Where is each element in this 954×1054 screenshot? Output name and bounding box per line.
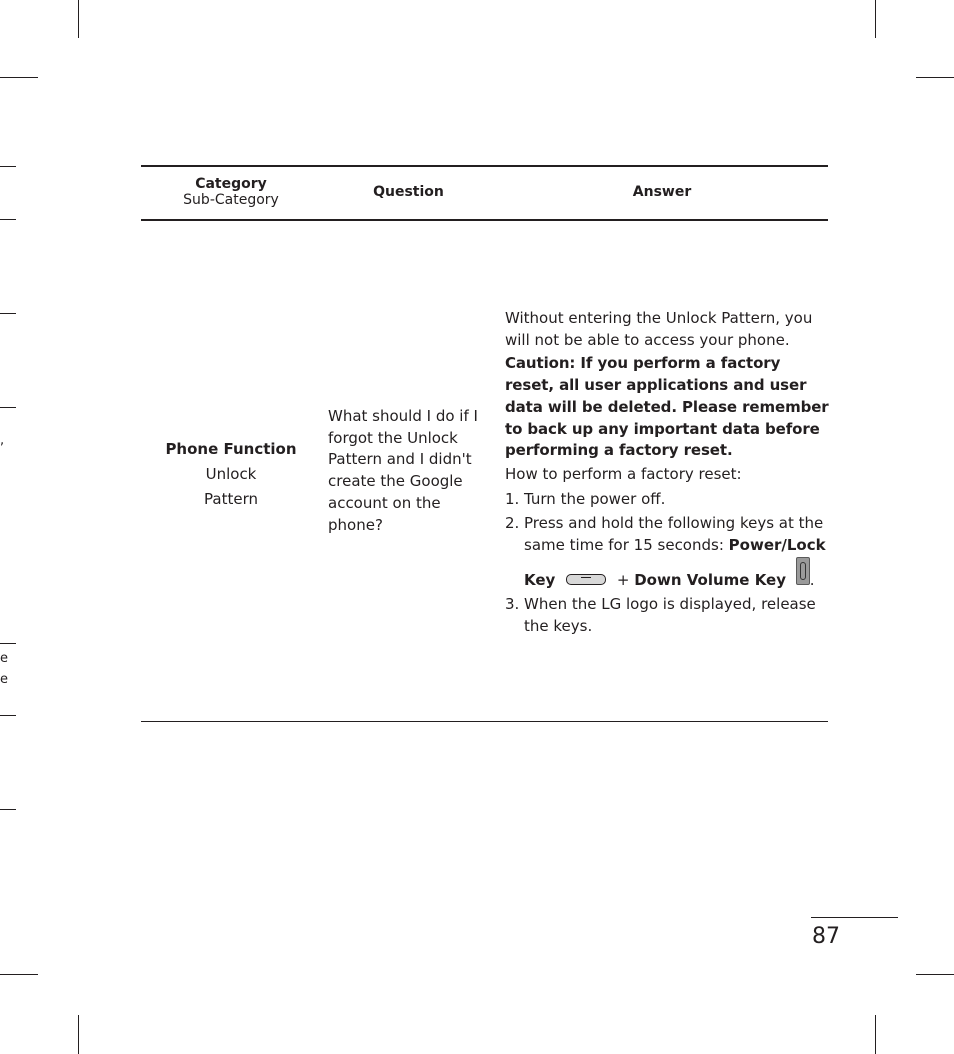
howto-text: How to perform a factory reset: [505,464,742,483]
header-answer [496,165,828,219]
step-2 [505,513,830,591]
period: . [809,570,815,589]
table-bottom-rule [141,721,828,722]
sub-category-text: Unlock [205,465,257,483]
adjacent-page-text: e [0,672,8,687]
crop-mark [875,0,876,38]
adjacent-page-text: , [0,433,5,448]
header-answer-label: Answer [632,184,692,200]
adjacent-page-rule [0,166,16,167]
power-key-label: Power/Lock Key [524,536,826,589]
volume-down-key-icon [796,557,810,585]
crop-mark [78,1015,79,1054]
plus-sign: + [616,570,630,589]
adjacent-page-rule [0,809,16,810]
step-number: 3. [505,595,520,614]
crop-mark [875,1015,876,1054]
crop-mark [0,974,38,975]
header-question [321,165,496,219]
crop-mark [0,77,38,78]
step-1 [505,489,830,511]
adjacent-page-rule [0,715,16,716]
sub-category-text: Pattern [204,490,258,508]
caution-text: Caution: If you perform a factory reset, all user applications and user data will be deleted. Please remember to back up any important data before performing a factory reset. [505,354,829,460]
header-question-label: Question [373,184,444,200]
category-text: Phone Function [165,440,297,458]
answer-intro: Without entering the Unlock Pattern, you will not be able to access your phone. [505,309,813,349]
answer-cell [505,308,830,641]
question-cell: What should I do if I forgot the Unlock Pattern and I didn't create the Google account on the phone? [328,407,478,534]
step-text: When the LG logo is displayed, release the keys. [524,595,816,636]
header-bottom-rule [141,219,828,221]
step-number: 1. [505,489,520,508]
crop-mark [916,77,954,78]
header-sub-category-label: Sub-Category [183,192,279,208]
page-number-rule [811,917,898,918]
adjacent-page-rule [0,313,16,314]
volume-key-label: Down Volume Key [634,570,786,589]
adjacent-page-rule [0,219,16,220]
power-lock-key-icon [566,574,606,585]
adjacent-page-text: e [0,651,8,666]
step-number: 2. [505,514,520,533]
step-text: Turn the power off. [524,489,666,508]
header-category [141,165,321,219]
crop-mark [916,974,954,975]
page-number: 87 [812,924,840,949]
adjacent-page-rule [0,643,16,644]
step-text: Press and hold the following keys at the same time for 15 seconds: [524,514,824,555]
header-category-label: Category [195,176,267,192]
category-cell [141,437,321,512]
crop-mark [78,0,79,38]
step-3 [505,594,830,637]
adjacent-page-rule [0,407,16,408]
